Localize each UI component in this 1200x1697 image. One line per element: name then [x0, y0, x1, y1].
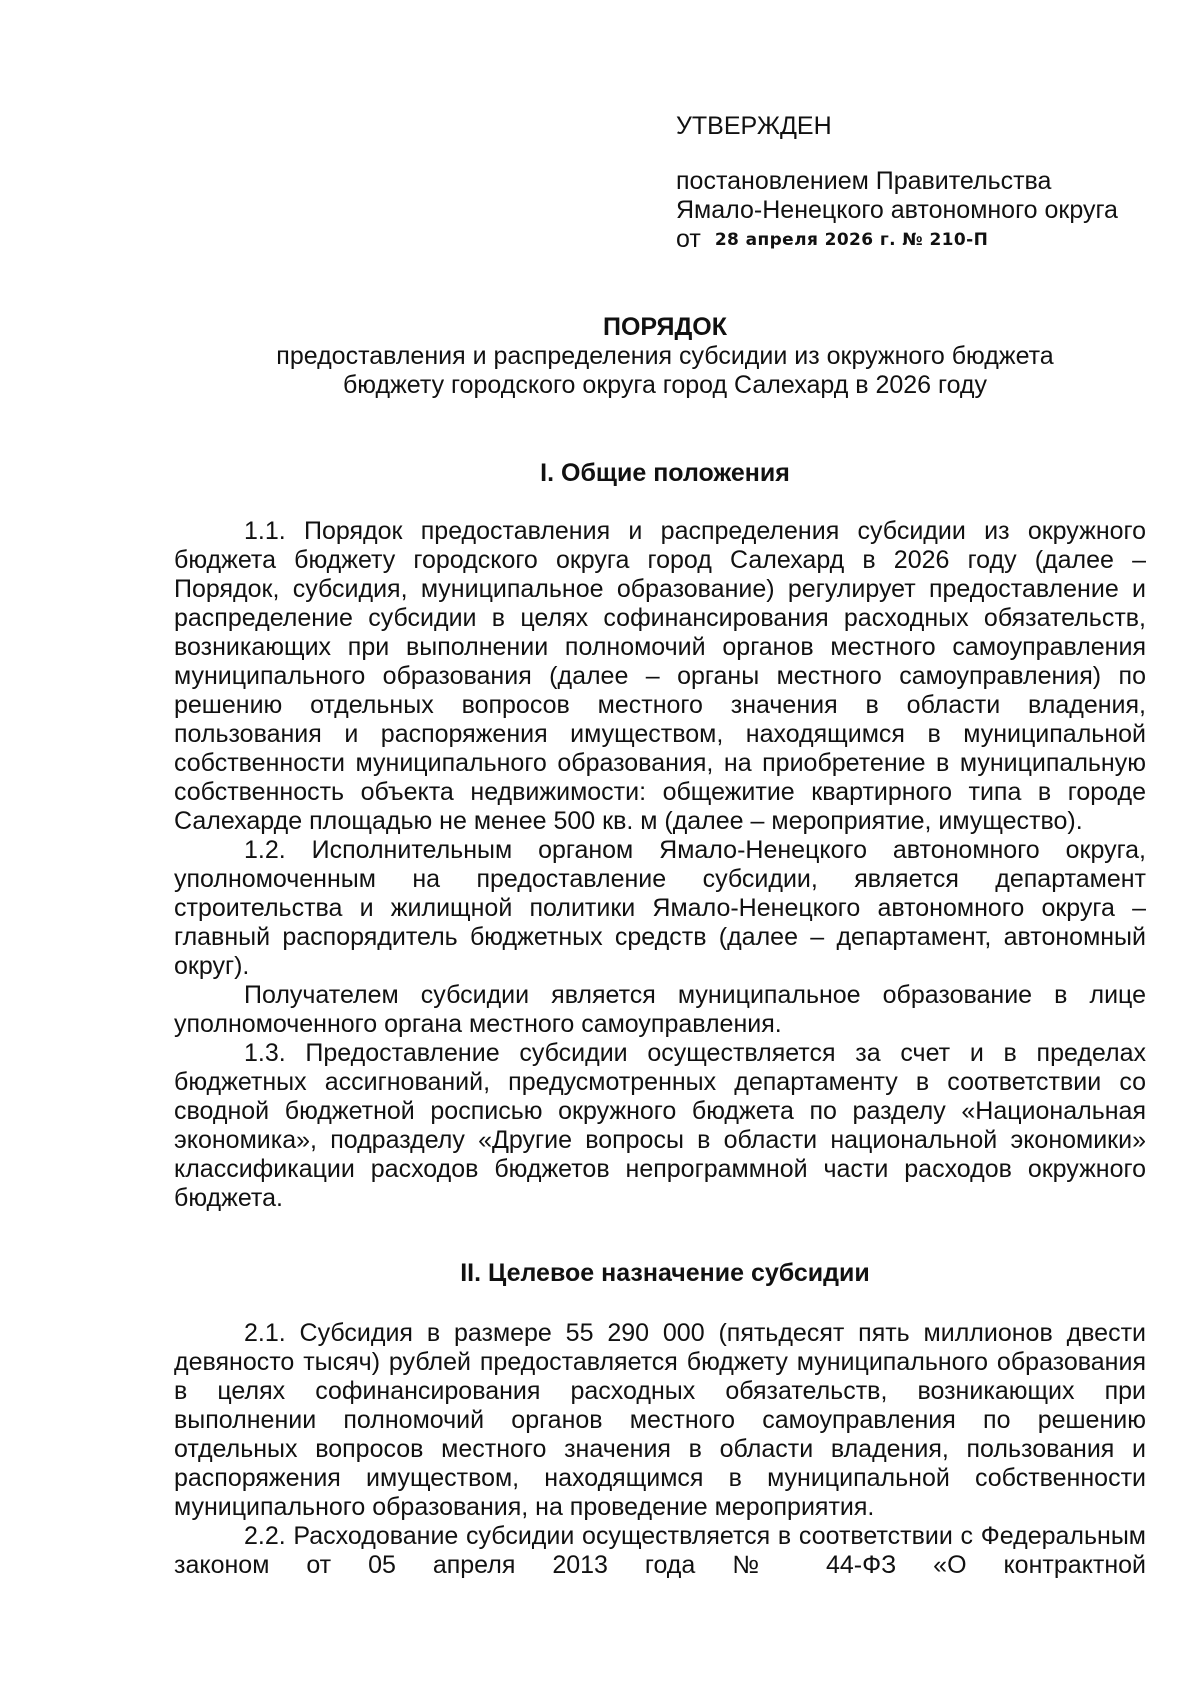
paragraph-recipient: Получателем субсидии является муниципальное образование в лице уполномоченного органа местного самоуправления. — [174, 981, 1146, 1038]
decree-line-1: постановлением Правительства — [676, 167, 1052, 195]
title-subtitle-line-2: бюджету городского округа город Салехард в 2026 году — [342, 371, 988, 399]
section-1-heading: I. Общие положения — [540, 459, 790, 487]
approval-block — [676, 112, 1176, 257]
section-2-body — [174, 1319, 1146, 1580]
paragraph-2-2: 2.2. Расходование субсидии осуществляется в соответствии с Федеральным законом от 05 апреля 2013 года № 44-ФЗ «О контрактной — [174, 1522, 1146, 1579]
section-1-body — [174, 517, 1146, 1213]
section-2-heading: II. Целевое назначение субсидии — [460, 1259, 870, 1287]
paragraph-1-2: 1.2. Исполнительным органом Ямало-Ненецкого автономного округа, уполномоченным на предоставление субсидии, является департамент строительства и жилищной политики Ямало-Ненецкого автономного округа – главный распорядитель бюджетных средств (далее – департамент, автономный округ). — [174, 836, 1146, 980]
decree-date-number: 28 апреля 2026 г. № 210-П — [714, 230, 989, 250]
approved-label: УТВЕРЖДЕН — [676, 112, 832, 140]
title-subtitle-line-1: предоставления и распределения субсидии из окружного бюджета — [276, 342, 1054, 370]
decree-line-2: Ямало-Ненецкого автономного округа — [676, 196, 1118, 224]
from-prefix: от — [676, 225, 701, 253]
title-heading: ПОРЯДОК — [603, 313, 727, 341]
document-title — [174, 313, 1156, 400]
paragraph-1-1: 1.1. Порядок предоставления и распределения субсидии из окружного бюджета бюджету городского округа город Салехард в 2026 году (далее – Порядок, субсидия, муниципальное образование) регулирует предоставление и распределение субсидии в целях софинансирования расходных обязательств, возникающих при выполнении полномочий органов местного самоуправления муниципального образования (далее – органы местного самоуправления) по решению отдельных вопросов местного значения в области владения, пользования и распоряжения имуществом, находящимся в муниципальной собственности муниципального образования, на приобретение в муниципальную собственность объекта недвижимости: общежитие квартирного типа в городе Салехарде площадью не менее 500 кв. м (далее – мероприятие, имущество). — [174, 517, 1146, 835]
paragraph-2-1: 2.1. Субсидия в размере 55 290 000 (пятьдесят пять миллионов двести девяносто тысяч) рублей предоставляется бюджету муниципального образования в целях софинансирования расходных обязательств, возникающих при выполнении полномочий органов местного самоуправления по решению отдельных вопросов местного значения в области владения, пользования и распоряжения имуществом, находящимся в муниципальной собственности муниципального образования, на проведение мероприятия. — [174, 1319, 1146, 1521]
decree-date-line — [676, 225, 1176, 257]
paragraph-1-3: 1.3. Предоставление субсидии осуществляется за счет и в пределах бюджетных ассигнований, предусмотренных департаменту в соответствии со сводной бюджетной росписью окружного бюджета по разделу «Национальная экономика», подразделу «Другие вопросы в области национальной экономики» классификации расходов бюджетов непрограммной части расходов окружного бюджета. — [174, 1039, 1146, 1212]
